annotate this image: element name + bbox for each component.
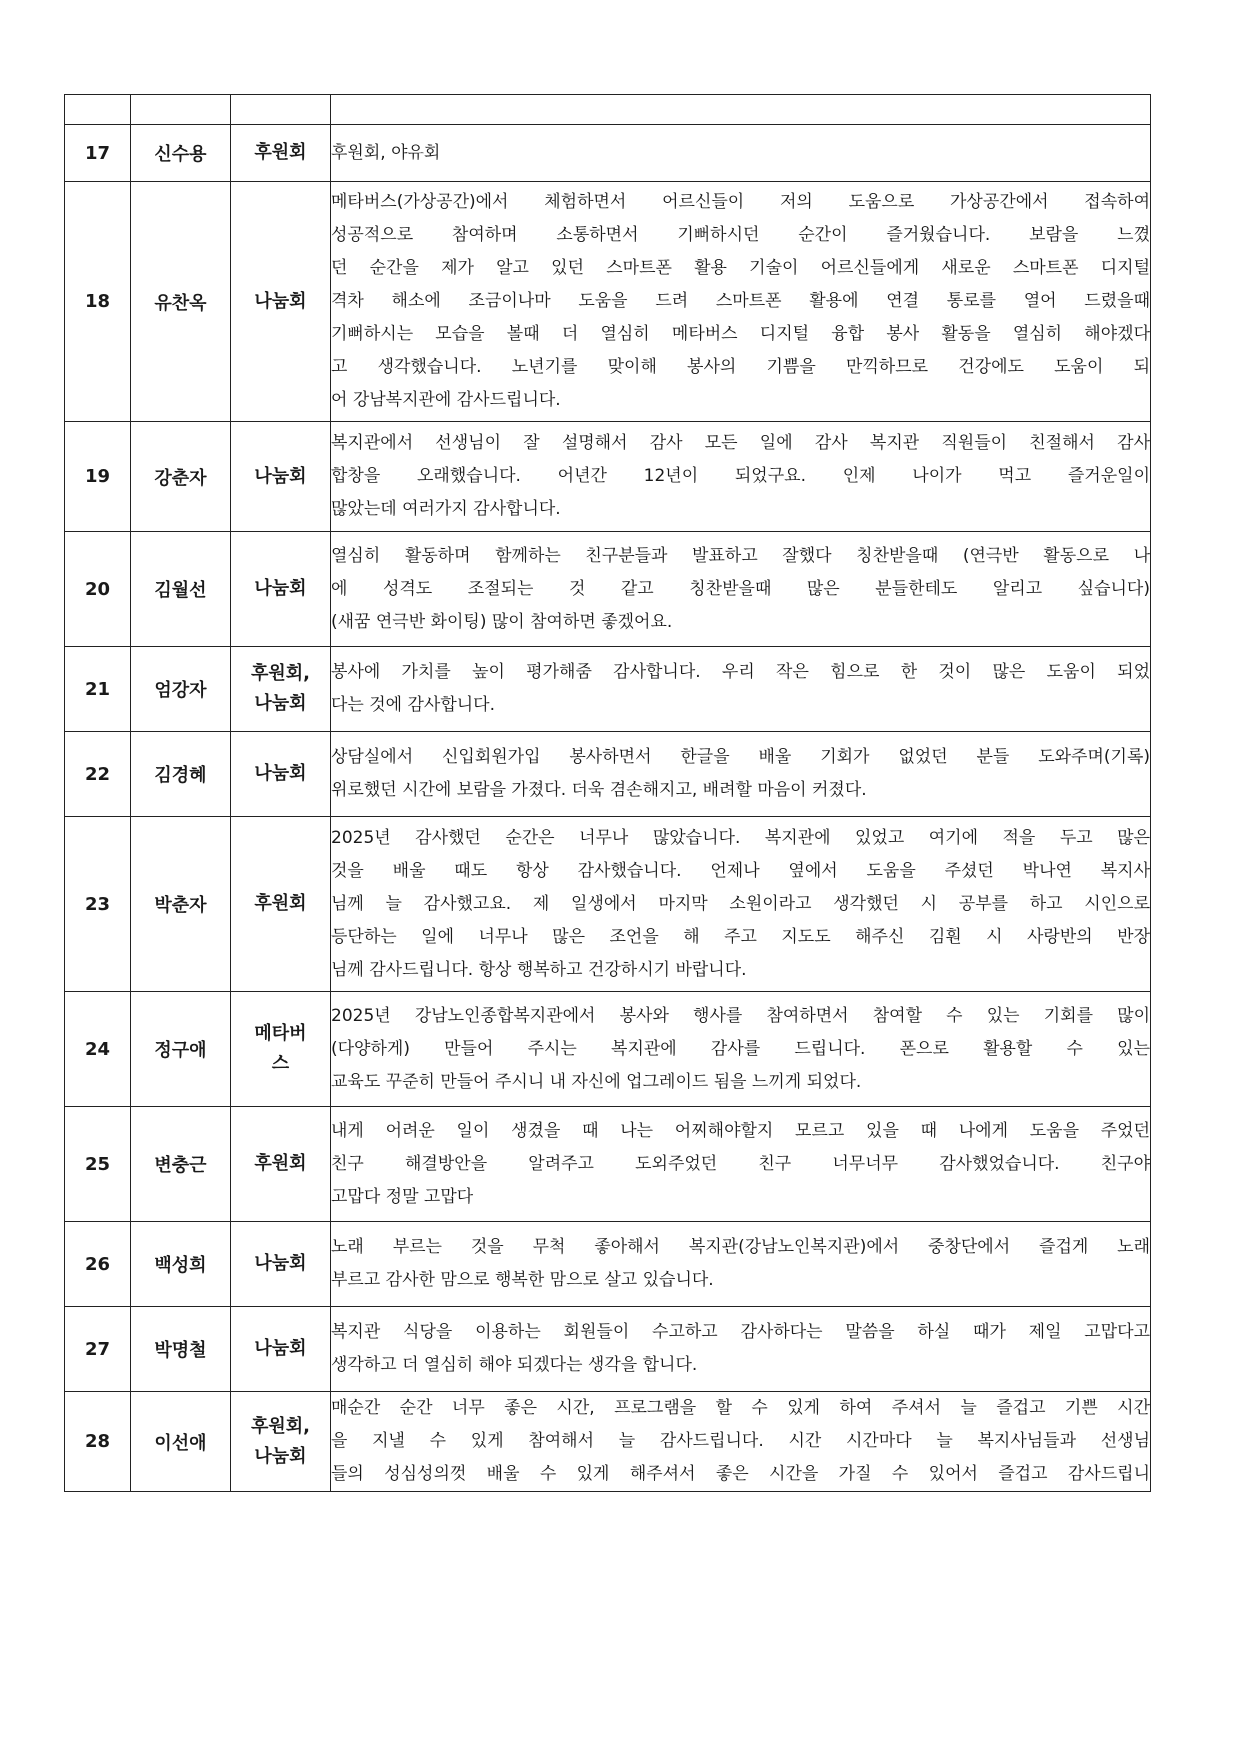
testimonial-line: 을 지낼 수 있게 참여해서 늘 감사드립니다. 시간 시간마다 늘 복지사님들과 선생님 (331, 1431, 1150, 1451)
row-number: 28 (65, 1392, 131, 1492)
member-name: 엄강자 (131, 647, 231, 732)
group-name-line: 후원회, (250, 663, 310, 684)
group-name-line: 나눔회 (254, 763, 307, 784)
testimonial-line: 2025년 감사했던 순간은 너무나 많았습니다. 복지관에 있었고 여기에 적을 두고 많은 (331, 827, 1150, 848)
group-name-line: 스 (271, 1053, 290, 1074)
member-name: 강춘자 (131, 422, 231, 532)
row-number: 19 (65, 422, 131, 532)
group-name (231, 1392, 331, 1492)
table-row (65, 125, 1151, 182)
testimonial-line: 친구 해결방안을 알려주고 도외주었던 친구 너무너무 감사했었습니다. 친구야 (331, 1153, 1150, 1174)
testimonial-line: (다양하게) 만들어 주시는 복지관에 감사를 드립니다. 폰으로 활용할 수 있는 (331, 1038, 1150, 1059)
testimonial-line: 어 강남복지관에 감사드립니다. (331, 390, 561, 410)
row-number: 17 (65, 125, 131, 182)
testimonial-text (331, 125, 1151, 182)
group-name-line: 후원회 (254, 1153, 307, 1174)
testimonial-line: 노래 부르는 것을 무척 좋아해서 복지관(강남노인복지관)에서 중창단에서 즐겁게 노래 (331, 1237, 1150, 1257)
table-row (65, 992, 1151, 1107)
testimonial-line: 상담실에서 신입회원가입 봉사하면서 한글을 배울 기회가 없었던 분들 도와주며(기록) (331, 747, 1150, 767)
testimonial-line: 부르고 감사한 맘으로 행복한 맘으로 살고 있습니다. (331, 1270, 714, 1290)
testimonial-line: 것을 배울 때도 항상 감사했습니다. 언제나 옆에서 도움을 주셨던 박나연 복지사 (331, 860, 1150, 881)
testimonial-text (331, 732, 1151, 817)
testimonial-line: 격차 해소에 조금이나마 도움을 드려 스마트폰 활용에 연결 통로를 열어 드렸을때 (331, 291, 1150, 311)
testimonial-line: 2025년 강남노인종합복지관에서 봉사와 행사를 참여하면서 참여할 수 있는 기회를 많이 (331, 1005, 1150, 1026)
table-row (65, 1107, 1151, 1222)
row-number: 25 (65, 1107, 131, 1222)
testimonial-line: 교육도 꾸준히 만들어 주시니 내 자신에 업그레이드 됨을 느끼게 되었다. (331, 1071, 862, 1092)
member-name: 김경혜 (131, 732, 231, 817)
group-name-line: 나눔회 (254, 693, 307, 714)
group-name-line: 나눔회 (254, 1338, 307, 1359)
member-name: 김월선 (131, 532, 231, 647)
row-number (65, 95, 131, 125)
testimonial-line: 합창을 오래했습니다. 어년간 12년이 되었구요. 인제 나이가 먹고 즐거운일이 (331, 466, 1150, 486)
group-name (231, 125, 331, 182)
group-name-line: 나눔회 (254, 578, 307, 599)
testimonial-line: 생각하고 더 열심히 해야 되겠다는 생각을 합니다. (331, 1355, 698, 1375)
testimonial-text (331, 647, 1151, 732)
testimonial-line: 기뻐하시는 모습을 볼때 더 열심히 메타버스 디지털 융합 봉사 활동을 열심히 해야겠다 (331, 324, 1150, 344)
group-name-line: 나눔회 (254, 1445, 307, 1467)
member-name (131, 95, 231, 125)
member-name: 백성희 (131, 1222, 231, 1307)
group-name (231, 422, 331, 532)
testimonial-line: 다는 것에 감사합니다. (331, 695, 496, 715)
testimonial-line: 메타버스(가상공간)에서 체험하면서 어르신들이 저의 도움으로 가상공간에서 접속하여 (331, 192, 1150, 212)
testimonial-line: 님께 감사드립니다. 항상 행복하고 건강하시기 바랍니다. (331, 959, 747, 980)
group-name (231, 732, 331, 817)
testimonial-line: 위로했던 시간에 보람을 가졌다. 더욱 겸손해지고, 배려할 마음이 커졌다. (331, 780, 867, 800)
group-name-line: 나눔회 (254, 1253, 307, 1274)
testimonial-line: 많았는데 여러가지 감사합니다. (331, 499, 561, 519)
testimonial-line: 봉사에 가치를 높이 평가해줌 감사합니다. 우리 작은 힘으로 한 것이 많은 도움이 되었 (331, 662, 1150, 682)
group-name (231, 532, 331, 647)
testimonial-text (331, 95, 1151, 125)
table-row (65, 647, 1151, 732)
testimonial-text (331, 1307, 1151, 1392)
member-name: 박명철 (131, 1307, 231, 1392)
testimonial-line: (새꿈 연극반 화이팅) 많이 참여하면 좋겠어요. (331, 611, 673, 632)
row-number: 26 (65, 1222, 131, 1307)
table-body (65, 95, 1151, 1492)
group-name-line: 나눔회 (254, 465, 307, 487)
row-number: 21 (65, 647, 131, 732)
group-name-line: 메타버 (254, 1023, 307, 1044)
member-name: 정구애 (131, 992, 231, 1107)
table-row (65, 1392, 1151, 1492)
testimonial-line: 후원회, 야유회 (331, 142, 441, 163)
testimonial-line: 님께 늘 감사했고요. 제 일생에서 마지막 소원이라고 생각했던 시 공부를 하고 시인으로 (331, 893, 1150, 914)
testimonial-text (331, 1392, 1151, 1492)
group-name (231, 182, 331, 422)
group-name (231, 1107, 331, 1222)
member-name: 신수용 (131, 125, 231, 182)
testimonial-line: 열심히 활동하며 함께하는 친구분들과 발표하고 잘했다 칭찬받을때 (연극반 활동으로 나 (331, 545, 1150, 566)
member-name: 변충근 (131, 1107, 231, 1222)
table-row (65, 95, 1151, 125)
testimonial-table (64, 94, 1151, 1492)
group-name-line: 나눔회 (254, 290, 307, 312)
testimonial-text (331, 817, 1151, 992)
row-number: 27 (65, 1307, 131, 1392)
row-number: 18 (65, 182, 131, 422)
testimonial-line: 에 성격도 조절되는 것 같고 칭찬받을때 많은 분들한테도 알리고 싶습니다) (331, 578, 1150, 599)
member-name: 박춘자 (131, 817, 231, 992)
testimonial-line: 등단하는 일에 너무나 많은 조언을 해 주고 지도도 해주신 김훤 시 사랑반의 반장 (331, 926, 1150, 947)
table-row (65, 732, 1151, 817)
group-name-line: 후원회 (254, 142, 307, 163)
testimonial-text (331, 182, 1151, 422)
testimonial-line: 성공적으로 참여하며 소통하면서 기뻐하시던 순간이 즐거웠습니다. 보람을 느꼈 (331, 225, 1150, 245)
group-name (231, 647, 331, 732)
testimonial-line: 던 순간을 제가 알고 있던 스마트폰 활용 기술이 어르신들에게 새로운 스마트폰 디지털 (331, 258, 1150, 278)
table-row (65, 182, 1151, 422)
testimonial-line: 내게 어려운 일이 생겼을 때 나는 어찌해야할지 모르고 있을 때 나에게 도움을 주었던 (331, 1120, 1150, 1141)
row-number: 23 (65, 817, 131, 992)
member-name: 유찬옥 (131, 182, 231, 422)
group-name (231, 95, 331, 125)
testimonial-line: 고 생각했습니다. 노년기를 맞이해 봉사의 기쁨을 만끽하므로 건강에도 도움이 되 (331, 357, 1150, 377)
testimonial-line: 들의 성심성의껏 배울 수 있게 해주셔서 좋은 시간을 가질 수 있어서 즐겁고 감사드립니 (331, 1464, 1150, 1484)
row-number: 22 (65, 732, 131, 817)
table-row (65, 532, 1151, 647)
table-row (65, 1222, 1151, 1307)
testimonial-line: 매순간 순간 너무 좋은 시간, 프로그램을 할 수 있게 하여 주셔서 늘 즐겁고 기쁜 시간 (331, 1398, 1150, 1418)
group-name (231, 1222, 331, 1307)
row-number: 20 (65, 532, 131, 647)
testimonial-text (331, 422, 1151, 532)
testimonial-line: 복지관에서 선생님이 잘 설명해서 감사 모든 일에 감사 복지관 직원들이 친절해서 감사 (331, 433, 1150, 453)
group-name (231, 1307, 331, 1392)
testimonial-line: 복지관 식당을 이용하는 회원들이 수고하고 감사하다는 말씀을 하실 때가 제일 고맙다고 (331, 1322, 1150, 1342)
row-number: 24 (65, 992, 131, 1107)
group-name (231, 992, 331, 1107)
group-name-line: 후원회 (254, 893, 307, 914)
group-name (231, 817, 331, 992)
testimonial-text (331, 992, 1151, 1107)
group-name-line: 후원회, (250, 1415, 310, 1437)
table-row (65, 422, 1151, 532)
member-name: 이선애 (131, 1392, 231, 1492)
testimonial-text (331, 532, 1151, 647)
testimonial-text (331, 1107, 1151, 1222)
table-row (65, 817, 1151, 992)
testimonial-text (331, 1222, 1151, 1307)
table-row (65, 1307, 1151, 1392)
testimonial-line: 고맙다 정말 고맙다 (331, 1186, 474, 1207)
